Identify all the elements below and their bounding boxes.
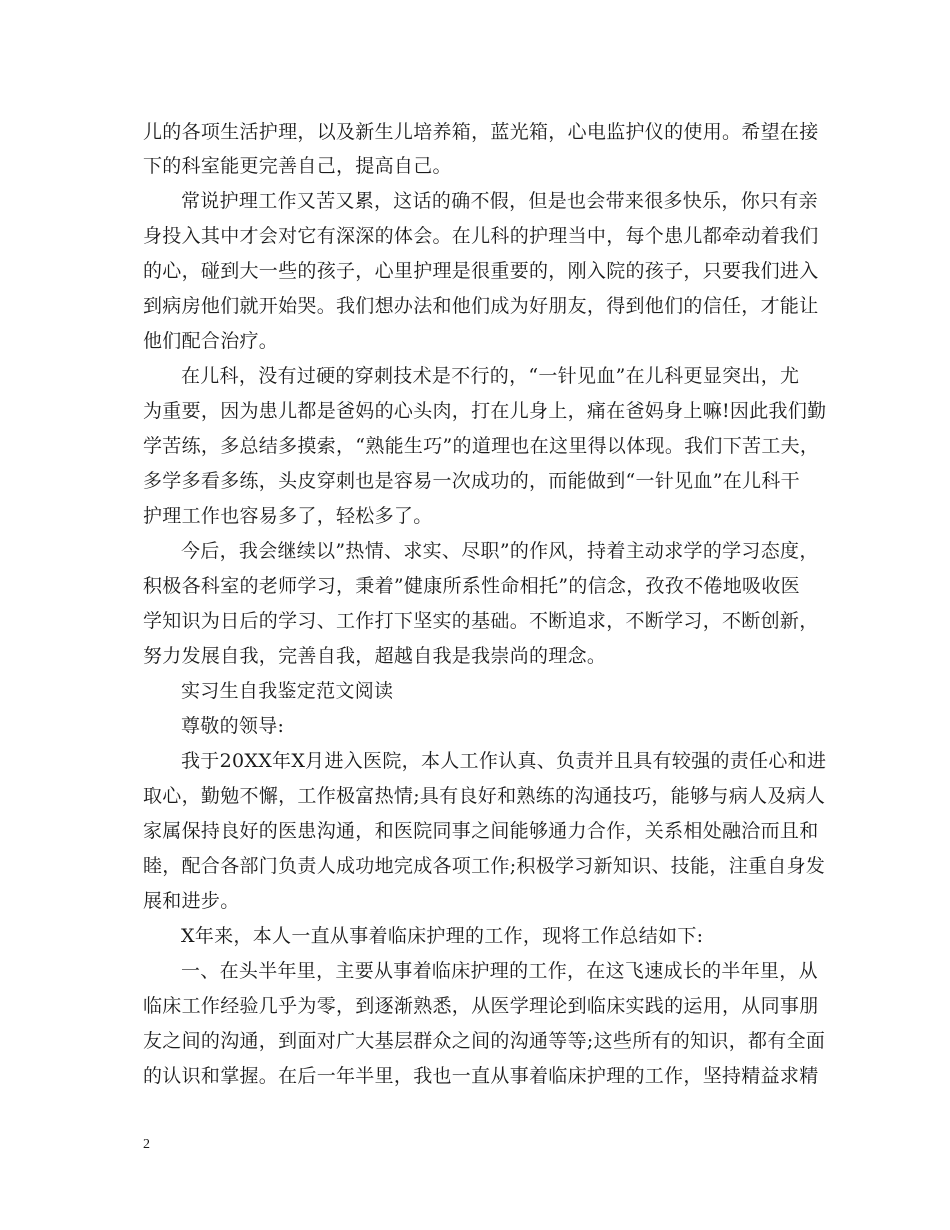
paragraph-first-line: 今后，我会继续以”热情、求实、尽职”的作风，持着主动求学的学习态度， [181, 540, 819, 562]
text-line: 多学多看多练，头皮穿刺也是容易一次成功的，而能做到“一针见血”在儿科干 [143, 470, 800, 492]
text-line: 身投入其中才会对它有深深的体会。在儿科的护理当中，每个患儿都牵动着我们 [143, 225, 819, 247]
paragraph-first-line: 在儿科，没有过硬的穿刺技术是不行的，“一针见血”在儿科更显突出，尤 [181, 365, 800, 387]
paragraph-first-line: X年来，本人一直从事着临床护理的工作，现将工作总结如下: [181, 925, 704, 947]
text-line: 他们配合治疗。 [143, 330, 279, 352]
text-line: 儿的各项生活护理，以及新生儿培养箱，蓝光箱，心电监护仪的使用。希望在接 [143, 121, 819, 143]
text-line: 展和进步。 [143, 890, 240, 912]
text-line: 临床工作经验几乎为零，到逐渐熟悉，从医学理论到临床实践的运用，从同事朋 [143, 995, 819, 1017]
text-line: 积极各科室的老师学习，秉着”健康所系性命相托”的信念，孜孜不倦地吸收医 [143, 575, 800, 597]
paragraph-first-line: 我于20XX年X月进入医院，本人工作认真、负责并且具有较强的责任心和进 [181, 750, 827, 772]
text-line: 家属保持良好的医患沟通，和医院同事之间能够通力合作，关系相处融洽而且和 [143, 820, 819, 842]
text-line: 取心，勤勉不懈，工作极富热情;具有良好和熟练的沟通技巧，能够与病人及病人 [143, 785, 826, 807]
section-heading: 实习生自我鉴定范文阅读 [181, 680, 394, 702]
text-line: 到病房他们就开始哭。我们想办法和他们成为好朋友，得到他们的信任，才能让 [143, 295, 819, 317]
paragraph-first-line: 一、在头半年里，主要从事着临床护理的工作，在这飞速成长的半年里，从 [181, 960, 818, 982]
paragraph-first-line: 常说护理工作又苦又累，这话的确不假，但是也会带来很多快乐，你只有亲 [181, 190, 818, 212]
text-line: 为重要，因为患儿都是爸妈的心头肉，打在儿身上，痛在爸妈身上嘛!因此我们勤 [143, 400, 827, 422]
text-line: 睦，配合各部门负责人成功地完成各项工作;积极学习新知识、技能，注重自身发 [143, 855, 826, 877]
text-line: 的认识和掌握。在后一年半里，我也一直从事着临床护理的工作，坚持精益求精 [143, 1065, 819, 1087]
text-line: 学苦练，多总结多摸索，“熟能生巧”的道理也在这里得以体现。我们下苦工夫， [143, 435, 820, 457]
text-line: 学知识为日后的学习、工作打下坚实的基础。不断追求，不断学习，不断创新， [143, 610, 819, 632]
text-line: 友之间的沟通，到面对广大基层群众之间的沟通等等;这些所有的知识，都有全面 [143, 1030, 826, 1052]
page-number: 2 [143, 1137, 150, 1152]
text-line: 的心，碰到大一些的孩子，心里护理是很重要的，刚入院的孩子，只要我们进入 [143, 260, 819, 282]
text-line: 努力发展自我，完善自我，超越自我是我崇尚的理念。 [143, 645, 607, 667]
text-line: 护理工作也容易多了，轻松多了。 [143, 505, 433, 527]
text-line: 下的科室能更完善自己，提高自己。 [143, 155, 452, 177]
salutation: 尊敬的领导: [181, 715, 285, 737]
